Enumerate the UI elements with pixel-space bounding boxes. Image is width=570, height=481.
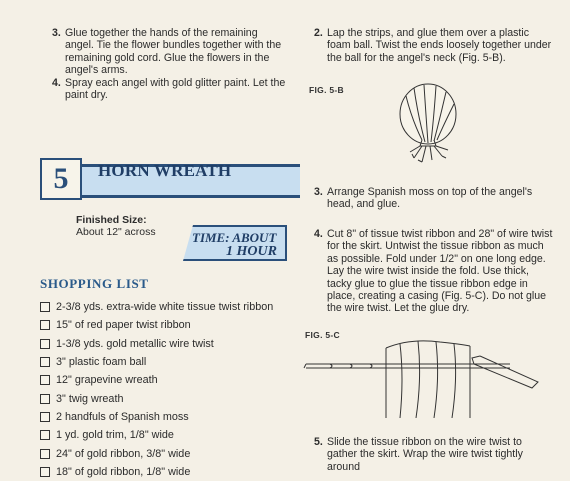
list-item xyxy=(40,444,273,462)
checkbox[interactable] xyxy=(40,449,50,459)
checkbox[interactable] xyxy=(40,467,50,477)
time-value: 1 HOUR xyxy=(226,244,277,259)
shopping-list-heading: SHOPPING LIST xyxy=(40,276,149,291)
time-label: TIME: ABOUT xyxy=(192,230,277,245)
list-item-label: 3" plastic foam ball xyxy=(56,356,147,369)
project-title: HORN WREATH xyxy=(98,161,232,180)
checkbox[interactable] xyxy=(40,357,50,367)
list-item xyxy=(40,316,273,334)
finished-size-value: About 12" across xyxy=(76,226,156,238)
project-number: 5 xyxy=(40,158,82,200)
list-item-label: 1 yd. gold trim, 1/8" wide xyxy=(56,429,174,442)
step-number: 3. xyxy=(314,186,323,198)
list-item xyxy=(40,353,273,371)
list-item-label: 24" of gold ribbon, 3/8" wide xyxy=(56,447,191,460)
step-text: Arrange Spanish moss on top of the angel's head, and glue. xyxy=(327,186,533,211)
right-step-2 xyxy=(314,27,554,64)
list-item-label: 12" grapevine wreath xyxy=(56,374,158,387)
checkbox[interactable] xyxy=(40,320,50,330)
checkbox[interactable] xyxy=(40,375,50,385)
checkbox[interactable] xyxy=(40,302,50,312)
list-item xyxy=(40,426,273,444)
step-number: 5. xyxy=(314,436,323,448)
step-text: Lap the strips, and glue them over a plastic foam ball. Twist the ends loosely together under the ball for the angel's neck (Fig. 5-B). xyxy=(327,27,552,64)
list-item-label: 1-3/8 yds. gold metallic wire twist xyxy=(56,337,214,350)
right-step-3 xyxy=(314,186,554,211)
list-item xyxy=(40,371,273,389)
checkbox[interactable] xyxy=(40,394,50,404)
step-text: Glue together the hands of the remaining angel. Tie the flower bundles together with the remaining gold cord. Glue the flowers in the angel's arms. xyxy=(65,27,282,77)
list-item-label: 3" twig wreath xyxy=(56,392,124,405)
checkbox[interactable] xyxy=(40,339,50,349)
figure-label-5c: FIG. 5-C xyxy=(305,330,340,340)
list-item-label: 15" of red paper twist ribbon xyxy=(56,319,191,332)
step-number: 3. xyxy=(52,27,61,39)
step-text: Slide the tissue ribbon on the wire twist to gather the skirt. Wrap the wire twist tightly around xyxy=(327,436,523,473)
left-step-4 xyxy=(52,77,288,102)
list-item xyxy=(40,408,273,426)
checkbox[interactable] xyxy=(40,430,50,440)
shopping-list xyxy=(40,298,273,481)
ribbon-casing-illustration xyxy=(300,328,546,418)
right-step-5 xyxy=(314,436,554,473)
list-item-label: 2-3/8 yds. extra-wide white tissue twist ribbon xyxy=(56,301,274,314)
list-item xyxy=(40,389,273,407)
figure-label-5b: FIG. 5-B xyxy=(309,85,344,95)
list-item xyxy=(40,335,273,353)
project-header xyxy=(40,158,290,259)
step-text: Spray each angel with gold glitter paint. Let the paint dry. xyxy=(65,77,286,102)
list-item-label: 2 handfuls of Spanish moss xyxy=(56,410,189,423)
step-number: 2. xyxy=(314,27,323,39)
left-step-3 xyxy=(52,27,288,77)
foam-ball-illustration xyxy=(392,80,468,166)
step-text: Cut 8" of tissue twist ribbon and 28" of wire twist for the skirt. Untwist the tissue ribbon as much as possible. Fold under 1/2" on one long edge. Lay the wire twist inside the fold. Use thick, tacky glue to glue the tissue ribbon edge in place, creating a casing (Fig. 5-C). Do not glue the wire twist. Let the glue dry. xyxy=(327,228,553,315)
list-item-label: 18" of gold ribbon, 1/8" wide xyxy=(56,465,191,478)
step-number: 4. xyxy=(314,228,323,240)
finished-size-label: Finished Size: xyxy=(76,214,147,226)
checkbox[interactable] xyxy=(40,412,50,422)
right-step-4 xyxy=(314,228,554,315)
step-number: 4. xyxy=(52,77,61,89)
list-item xyxy=(40,463,273,481)
list-item xyxy=(40,298,273,316)
